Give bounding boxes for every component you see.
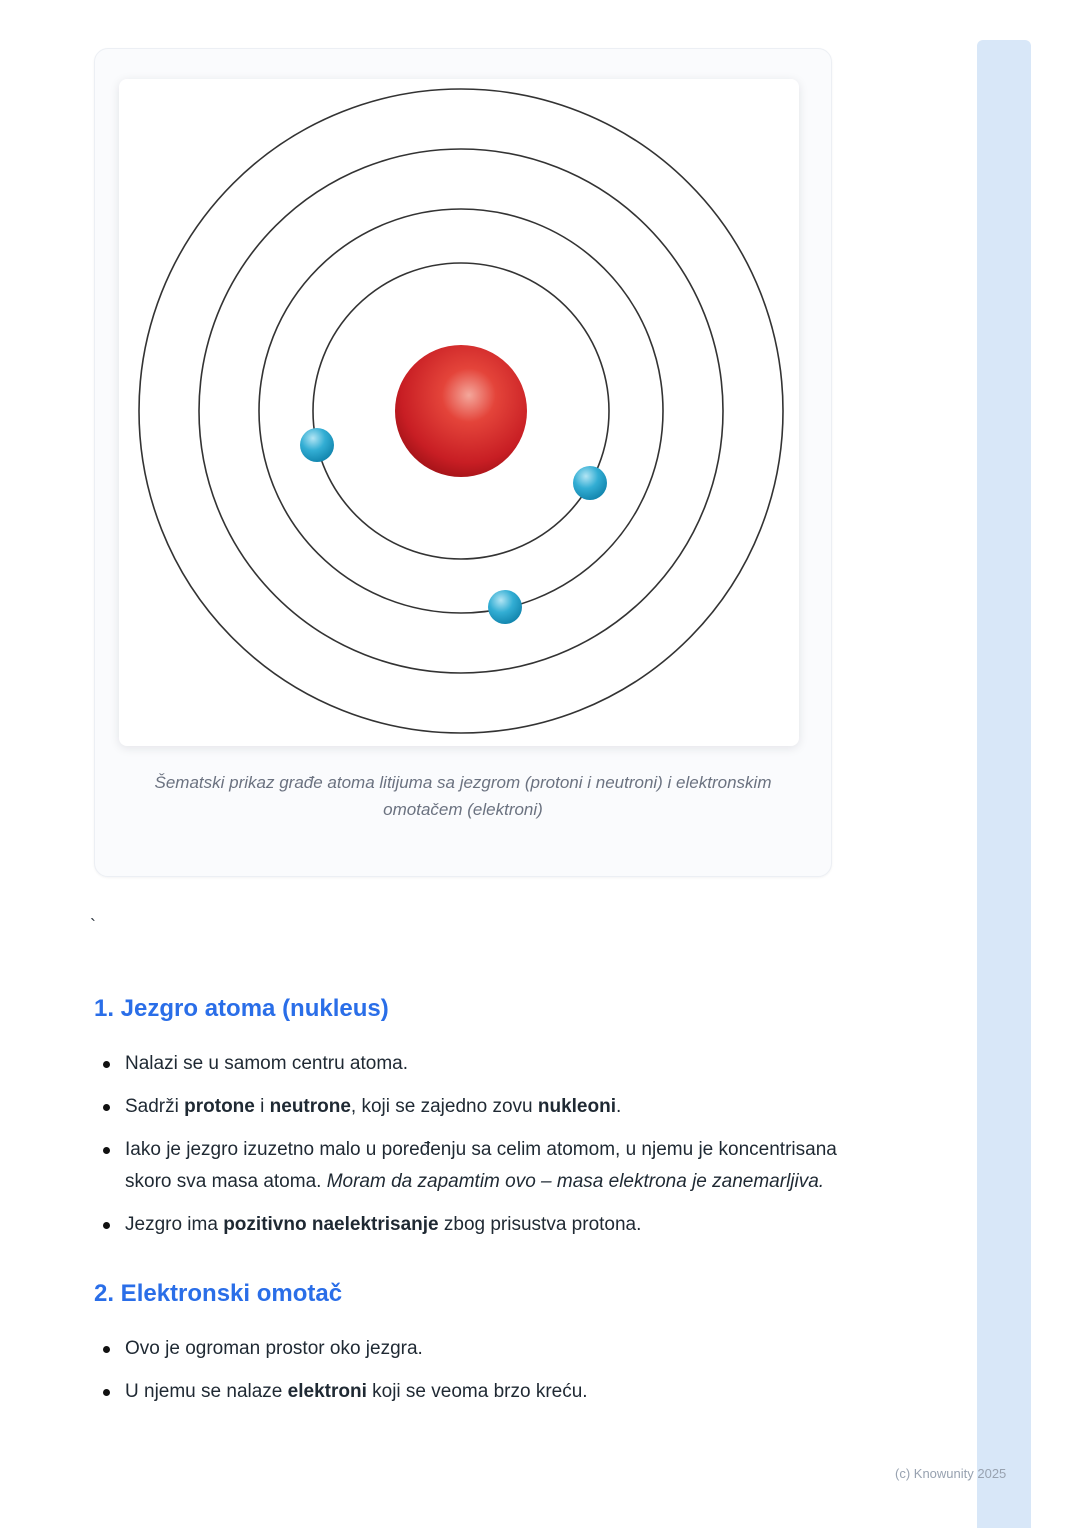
text-segment: Sadrži [125, 1096, 185, 1117]
bullet-list-2 [94, 1333, 840, 1408]
electron-2 [573, 466, 607, 500]
text-segment: nukleoni [537, 1096, 616, 1117]
nucleus [395, 345, 527, 477]
text-segment: Jezgro ima [125, 1214, 224, 1235]
text-segment: protone [184, 1096, 255, 1117]
list-item [94, 1209, 840, 1241]
text-segment: Moram da zapamtim ovo – masa elektrona je zanemarljiva. [326, 1171, 825, 1192]
watermark: (c) Knowunity 2025 [895, 1466, 1007, 1481]
text-segment: i [254, 1096, 270, 1117]
text-segment: zbog prisustva protona. [438, 1214, 642, 1235]
text-segment: pozitivno naelektrisanje [223, 1214, 439, 1235]
bullet-marker [103, 1346, 110, 1353]
figure-caption: Šematski prikaz građe atoma litijuma sa jezgrom (protoni i neutroni) i elektronskim omotačem (elektroni) [154, 773, 772, 820]
text-segment: U njemu se nalaze [125, 1381, 288, 1402]
list-item [94, 1091, 840, 1123]
bullet-marker [103, 1222, 110, 1229]
scrollbar-track[interactable] [977, 40, 1031, 1528]
text-segment: . [616, 1096, 622, 1117]
list-item [94, 1376, 840, 1408]
bullet-marker [103, 1061, 110, 1068]
bullet-marker [103, 1104, 110, 1111]
stray-backtick: ` [90, 916, 96, 936]
text-segment: koji se veoma brzo kreću. [366, 1381, 588, 1402]
electron-3 [488, 590, 522, 624]
section-heading-2: 2. Elektronski omotač [94, 1280, 343, 1307]
bullet-marker [103, 1389, 110, 1396]
text-segment: Ovo je ogroman prostor oko jezgra. [125, 1338, 423, 1359]
atom-diagram [119, 79, 799, 746]
bullet-marker [103, 1147, 110, 1154]
text-segment: Iako je jezgro izuzetno malo u poređenju sa celim atomom, u njemu je koncentrisana skoro sva masa atoma. [125, 1139, 837, 1192]
text-segment: Nalazi se u samom centru atoma. [125, 1053, 409, 1074]
figure-card [94, 48, 832, 877]
atom-diagram-svg [119, 79, 799, 746]
electron-1 [300, 428, 334, 462]
list-item [94, 1048, 840, 1080]
list-item [94, 1134, 840, 1198]
bullet-list-1 [94, 1048, 840, 1241]
text-segment: , koji se zajedno zovu [350, 1096, 538, 1117]
section-heading-1: 1. Jezgro atoma (nukleus) [94, 995, 389, 1022]
list-item [94, 1333, 840, 1365]
text-segment: elektroni [287, 1381, 367, 1402]
text-segment: neutrone [269, 1096, 351, 1117]
content [94, 994, 840, 1419]
